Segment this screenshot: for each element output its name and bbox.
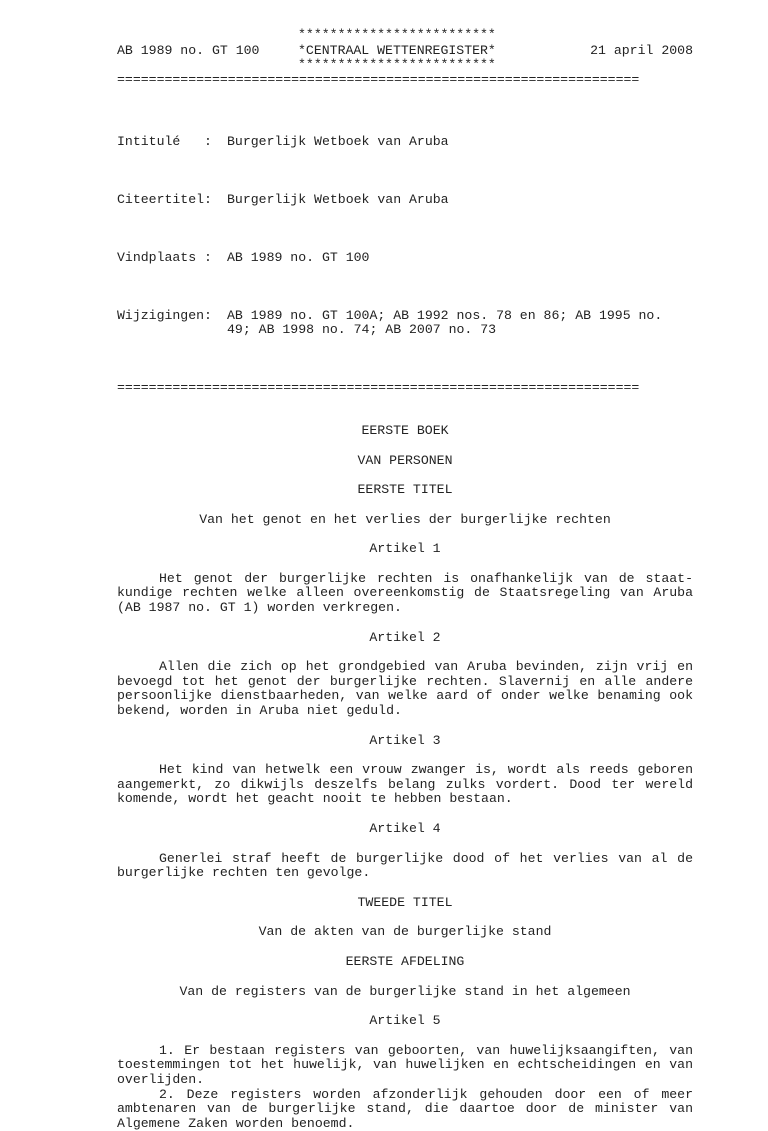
document-page: [117, 28, 693, 1131]
article-5-heading: Artikel 5: [369, 1013, 441, 1029]
meta-wijzigingen-value: AB 1989 no. GT 100A; AB 1992 nos. 78 en 86; AB 1995 no. 49; AB 1998 no. 74; AB 2007 no. 73: [227, 307, 663, 338]
header-publication-ref: AB 1989 no. GT 100: [117, 43, 260, 58]
header-date: 21 april 2008: [590, 43, 693, 58]
section-1-subject: Van de registers van de burgerlijke stand in het algemeen: [179, 983, 631, 999]
meta-vindplaats: [117, 251, 693, 266]
meta-intitule-label: Intitulé :: [117, 134, 212, 150]
title-2-heading: TWEEDE TITEL: [357, 894, 453, 910]
article-4-heading: Artikel 4: [369, 821, 441, 836]
header-stars-top: *************************: [298, 27, 496, 42]
meta-citeertitel-value: Burgerlijk Wetboek van Aruba: [227, 191, 449, 207]
divider-rule-bottom: ==================================================================: [117, 381, 640, 394]
article-1-heading: Artikel 1: [369, 541, 441, 557]
article-3-text: Het kind van hetwelk een vrouw zwanger is, wordt als reeds geboren aangemerkt, zo dikwijls deszelfs belang zulks vordert. Dood ter wereld komende, wordt het geacht nooit te hebben bestaan.: [117, 762, 693, 807]
meta-wijzigingen-label: Wijzigingen:: [117, 307, 212, 323]
header-register-title: *CENTRAAL WETTENREGISTER*: [298, 43, 496, 58]
title-1-heading: EERSTE TITEL: [357, 482, 453, 498]
meta-block: [117, 106, 693, 367]
article-5-paragraph-1: 1. Er bestaan registers van geboorten, van huwelijksaangiften, van toestemmingen tot het huwelijk, van huwelijken en echtscheidingen en van overlijden.: [117, 1042, 693, 1087]
article-2-text: Allen die zich op het grondgebied van Aruba bevinden, zijn vrij en bevoegd tot het genot der burgerlijke rechten. Slavernij en alle andere persoonlijke dienstbaarheden, van welke aard of onder welke benaming ook bekend, worden in Aruba niet geduld.: [117, 659, 693, 719]
article-5-paragraph-2: 2. Deze registers worden afzonderlijk gehouden door een of meer ambtenaren van de burgerlijke stand, die daartoe door de minister van Algemene Zaken worden benoemd.: [117, 1086, 693, 1131]
meta-wijzigingen: [117, 309, 693, 338]
book-title: VAN PERSONEN: [357, 452, 453, 468]
header-stars-bottom: *************************: [298, 57, 496, 72]
meta-citeertitel-label: Citeertitel:: [117, 191, 212, 207]
meta-intitule-value: Burgerlijk Wetboek van Aruba: [227, 134, 449, 150]
meta-vindplaats-value: AB 1989 no. GT 100: [227, 249, 370, 265]
book-heading: EERSTE BOEK: [361, 422, 449, 438]
document-header: [117, 28, 693, 72]
article-2-heading: Artikel 2: [369, 629, 441, 645]
section-1-heading: EERSTE AFDELING: [345, 953, 465, 969]
meta-vindplaats-label: Vindplaats :: [117, 249, 212, 265]
divider-rule-top: ==================================================================: [117, 74, 640, 86]
meta-intitule: [117, 135, 693, 150]
article-1-text: Het genot der burgerlijke rechten is onafhankelijk van de staatkundige rechten welke alleen overeenkomstig de Staatsregeling van Aruba (AB 1987 no. GT 1) worden verkregen.: [117, 570, 693, 616]
title-2-subject: Van de akten van de burgerlijke stand: [258, 924, 552, 940]
title-1-subject: Van het genot en het verlies der burgerlijke rechten: [199, 511, 611, 527]
article-3-heading: Artikel 3: [369, 732, 441, 748]
article-4-text: Generlei straf heeft de burgerlijke dood of het verlies van al de burgerlijke rechten ten gevolge.: [117, 850, 693, 881]
article-5-text: [117, 1044, 693, 1131]
meta-citeertitel: [117, 193, 693, 208]
